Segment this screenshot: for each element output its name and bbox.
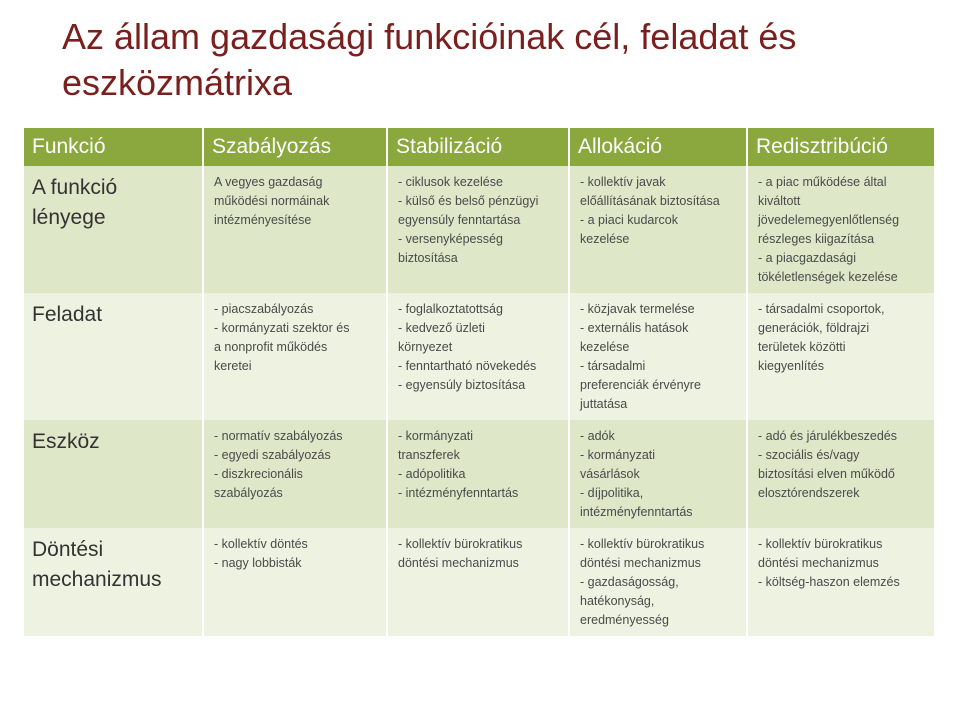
table-row: [24, 293, 934, 420]
table-cell: - kollektív döntés - nagy lobbisták: [204, 528, 386, 636]
header-allokacio: Allokáció: [570, 128, 746, 166]
table-cell: - kollektív bürokratikus döntési mechanizmus - költség-haszon elemzés: [748, 528, 934, 636]
table-cell: - kollektív bürokratikus döntési mechanizmus - gazdaságosság, hatékonyság, eredményesség: [570, 528, 746, 636]
table-cell: - kollektív bürokratikus döntési mechanizmus: [388, 528, 568, 636]
slide-title: Az állam gazdasági funkcióinak cél, feladat és eszközmátrixa: [62, 16, 797, 103]
row-label: Feladat: [24, 293, 202, 420]
table-cell: - ciklusok kezelése - külső és belső pénzügyi egyensúly fenntartása - versenyképesség biztosítása: [388, 166, 568, 293]
row-label: Eszköz: [24, 420, 202, 528]
table-cell: - adók - kormányzati vásárlások - díjpolitika, intézményfenntartás: [570, 420, 746, 528]
header-stabilizacio: Stabilizáció: [388, 128, 568, 166]
table-cell: - foglalkoztatottság - kedvező üzleti környezet - fenntartható növekedés - egyensúly biztosítása: [388, 293, 568, 420]
table-cell: - kormányzati transzferek - adópolitika - intézményfenntartás: [388, 420, 568, 528]
table-cell: - adó és járulékbeszedés - szociális és/vagy biztosítási elven működő elosztórendszerek: [748, 420, 934, 528]
table-row: [24, 420, 934, 528]
header-funkcio: Funkció: [24, 128, 202, 166]
function-matrix-table: [22, 128, 936, 636]
table-cell: A vegyes gazdaság működési normáinak intézményesítése: [204, 166, 386, 293]
header-redisztribucio: Redisztribúció: [748, 128, 934, 166]
table-cell: - a piac működése által kiváltott jövedelemegyenlőtlenség részleges kiigazítása - a piacgazdasági tökéletlenségek kezelése: [748, 166, 934, 293]
row-label: Döntési mechanizmus: [24, 528, 202, 636]
table-row: [24, 528, 934, 636]
header-row: [24, 128, 934, 166]
table-row: [24, 166, 934, 293]
table-cell: - társadalmi csoportok, generációk, földrajzi területek közötti kiegyenlítés: [748, 293, 934, 420]
table-cell: - közjavak termelése - externális hatások kezelése - társadalmi preferenciák érvényre juttatása: [570, 293, 746, 420]
table-cell: - normatív szabályozás - egyedi szabályozás - diszkrecionális szabályozás: [204, 420, 386, 528]
header-szabalyozas: Szabályozás: [204, 128, 386, 166]
table-cell: - kollektív javak előállításának biztosítása - a piaci kudarcok kezelése: [570, 166, 746, 293]
row-label: A funkció lényege: [24, 166, 202, 293]
table-cell: - piacszabályozás - kormányzati szektor és a nonprofit működés keretei: [204, 293, 386, 420]
